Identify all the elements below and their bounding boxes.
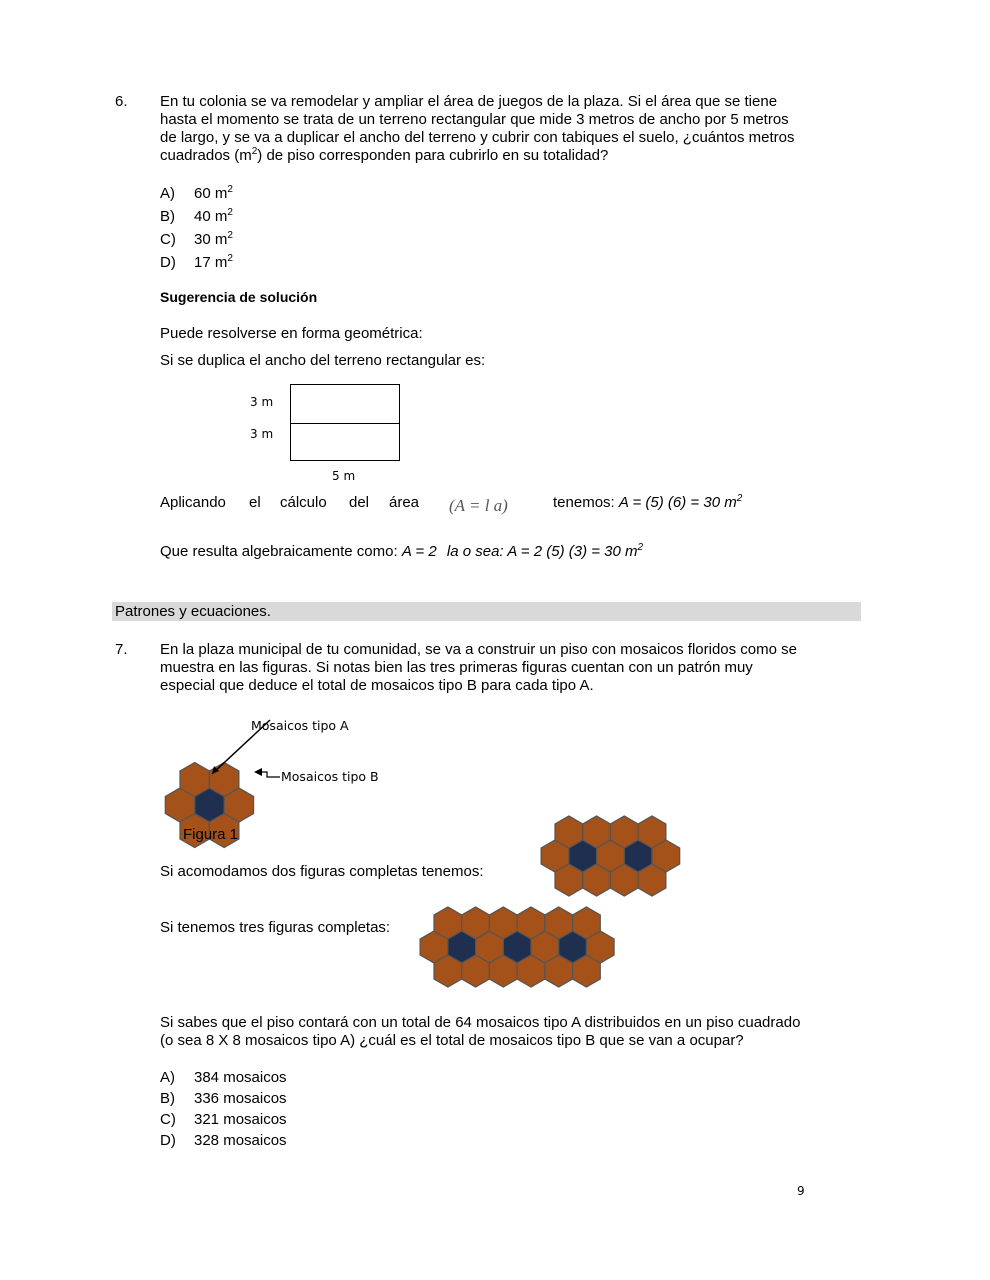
q7-line-1: En la plaza municipal de tu comunidad, se va a construir un piso con mosaicos floridos como se [160, 641, 797, 658]
q6-line-2: hasta el momento se trata de un terreno rectangular que mide 3 metros de ancho por 5 metros [160, 111, 789, 128]
q7-option-a[interactable]: A) 384 mosaicos [160, 1069, 287, 1086]
question-7-text [160, 641, 842, 695]
apply-word-3: cálculo [280, 494, 327, 511]
area-formula: (A = l a) [449, 496, 508, 515]
figure-2-tiles [541, 816, 680, 896]
terrain-diagram [290, 384, 400, 461]
side-label-top: 3 m [250, 395, 274, 409]
q7-prompt-line-2: (o sea 8 X 8 mosaicos tipo A) ¿cuál es el total de mosaicos tipo B que se van a ocupar? [160, 1032, 744, 1049]
q7-line-3: especial que deduce el total de mosaicos tipo B para cada tipo A. [160, 677, 594, 694]
result-text: tenemos: A = (5) (6) = 30 $m^2$ [553, 493, 743, 511]
apply-word-1: Aplicando [160, 494, 226, 511]
q6-options [160, 183, 233, 275]
question-6-text [160, 93, 842, 167]
two-figures-text: Si acomodamos dos figuras completas tenemos: [160, 863, 484, 880]
q7-option-d[interactable]: D) 328 mosaicos [160, 1132, 287, 1149]
label-mosaic-a: Mosaicos tipo A [251, 718, 349, 733]
question-7-prompt [160, 1014, 842, 1050]
q6-option-b[interactable]: B) 40 $m^2$ [160, 207, 233, 225]
section-title: Patrones y ecuaciones. [115, 603, 271, 620]
q6-option-d[interactable]: D) 17 $m^2$ [160, 253, 233, 271]
apply-word-4: del [349, 494, 370, 511]
q6-line-4: cuadrados $(m^2)$ de piso corresponden para cubrirlo en su totalidad? [160, 146, 609, 164]
side-label-bottom: 3 m [250, 427, 274, 441]
q7-option-c[interactable]: C) 321 mosaicos [160, 1111, 287, 1128]
label-mosaic-b: Mosaicos tipo B [281, 769, 379, 784]
q6-option-a[interactable]: A) 60 $m^2$ [160, 184, 233, 202]
figure-3-svg [430, 906, 640, 998]
figure-3-tiles [420, 907, 614, 987]
q7-options [160, 1067, 287, 1151]
three-figures-text: Si tenemos tres figuras completas: [160, 919, 391, 936]
q7-prompt-line-1: Si sabes que el piso contará con un total de 64 mosaicos tipo A distribuidos en un piso cuadrado [160, 1014, 801, 1031]
page-number: 9 [797, 1184, 805, 1198]
q6-line-1: En tu colonia se va remodelar y ampliar el área de juegos de la plaza. Si el área que se tiene [160, 93, 778, 110]
question-7-number: 7. [115, 641, 128, 658]
arrow-head-b [254, 768, 262, 776]
figure-1-caption: Figura 1 [183, 826, 239, 843]
question-6-number: 6. [115, 93, 128, 110]
hint-line-1: Puede resolverse en forma geométrica: [160, 325, 423, 342]
algebraic-result: Que resulta algebraicamente como: A = 2 la o sea: A = 2 (5) (3) = 30 $m^2$ [160, 542, 644, 560]
q7-option-b[interactable]: B) 336 mosaicos [160, 1090, 287, 1107]
apply-word-5: área [389, 494, 420, 511]
q6-option-c[interactable]: C) 30 $m^2$ [160, 230, 233, 248]
q7-line-2: muestra en las figuras. Si notas bien las tres primeras figuras cuentan con un patrón muy [160, 659, 753, 676]
apply-word-2: el [249, 494, 261, 511]
terrain-divider [291, 423, 399, 424]
q6-line-3: de largo, y se va a duplicar el ancho del terreno y cubrir con tabiques el suelo, ¿cuántos metros [160, 129, 795, 146]
length-label: 5 m [332, 469, 356, 483]
figure-2-svg [550, 810, 700, 900]
hint-title: Sugerencia de solución [160, 289, 318, 305]
hint-line-2: Si se duplica el ancho del terreno rectangular es: [160, 352, 486, 369]
